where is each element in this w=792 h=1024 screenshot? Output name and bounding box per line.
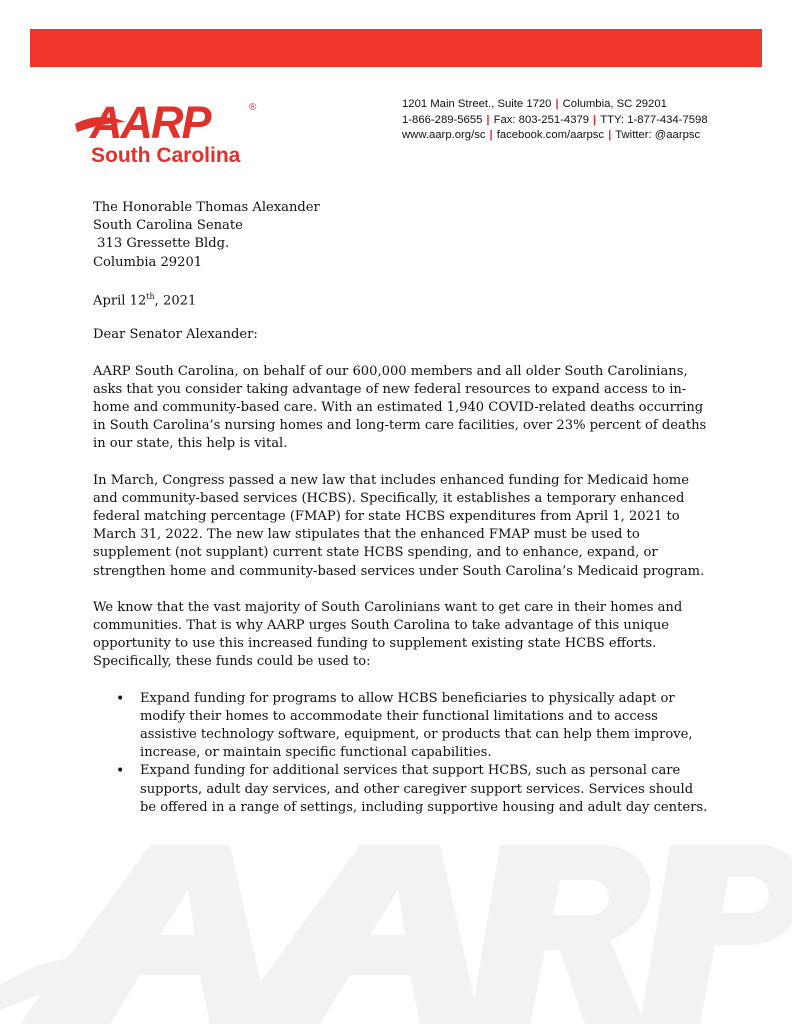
letter-date xyxy=(93,288,708,311)
logo-registered: ® xyxy=(249,102,257,113)
facebook-link[interactable]: facebook.com/aarpsc xyxy=(496,129,605,141)
city-address: Columbia, SC 29201 xyxy=(562,98,667,110)
tty-number: TTY: 1-877-434-7598 xyxy=(600,113,708,126)
recipient-city: Columbia 29201 xyxy=(93,254,203,270)
date-suffix: th xyxy=(146,291,155,301)
top-brand-bar xyxy=(30,29,762,67)
aarp-watermark xyxy=(0,835,792,1024)
recipient-organization: South Carolina Senate xyxy=(93,218,243,234)
logo-region: South Carolina xyxy=(91,144,241,167)
website-link[interactable]: www.aarp.org/sc xyxy=(402,129,486,141)
contact-line-web xyxy=(402,128,762,144)
contact-line-phones xyxy=(402,113,762,129)
list-item: • Expand funding for programs to allow HCBS beneficiaries to physically adapt or modify their homes to accommodate their functional limitations and to access assistive technology software, equipment, or products that can help them improve, increase, or maintain specific functional capabilities. xyxy=(140,690,708,763)
fax-number: Fax: 803-251-4379 xyxy=(493,113,590,126)
separator: | xyxy=(486,113,490,126)
contact-line-address xyxy=(402,97,762,113)
separator: | xyxy=(489,129,493,141)
paragraph-intro: AARP South Carolina, on behalf of our 600,000 members and all older South Carolinians, asks that you consider taking advantage of new federal resources to expand access to in-home and community-based care. With an estimated 1,940 COVID-related deaths occurring in South Carolina’s nursing homes and long-term care facilities, over 23% percent of deaths in our state, this help is vital. xyxy=(93,363,707,452)
aarp-south-carolina-logo xyxy=(73,98,273,168)
contact-info xyxy=(402,97,762,144)
street-address: 1201 Main Street., Suite 1720 xyxy=(402,98,552,110)
separator: | xyxy=(608,129,612,141)
separator: | xyxy=(593,113,597,126)
letter-body xyxy=(93,199,708,817)
recipient-name: The Honorable Thomas Alexander xyxy=(93,200,320,215)
date-year: , 2021 xyxy=(154,293,197,309)
phone-number: 1-866-289-5655 xyxy=(402,113,483,126)
salutation: Dear Senator Alexander: xyxy=(93,327,258,343)
aarp-watermark-shapes xyxy=(0,845,792,1024)
date-month: April 12 xyxy=(93,293,147,309)
paragraph-law: In March, Congress passed a new law that includes enhanced funding for Medicaid home and community-based services (HCBS). Specifically, it establishes a temporary enhanced federal matching percentage (FMAP) for state HCBS expenditures from April 1, 2021 to March 31, 2022. The new law stipulates that the enhanced FMAP must be used to supplement (not supplant) current state HCBS spending, and to enhance, expand, or strengthen home and community-based services under South Carolina’s Medicaid program. xyxy=(93,472,705,579)
logo-brand: AARP xyxy=(90,98,210,148)
paragraph-request: We know that the vast majority of South Carolinians want to get care in their homes and communities. That is why AARP urges South Carolina to take advantage of this unique opportunity to use this increased funding to supplement existing state HCBS efforts. Specifically, these funds could be used to: xyxy=(93,599,683,670)
separator: | xyxy=(555,98,559,110)
twitter-link[interactable]: Twitter: @aarpsc xyxy=(615,129,701,141)
recipient-building: 313 Gressette Bldg. xyxy=(93,236,230,252)
funding-uses-list xyxy=(93,690,708,817)
list-item: • Expand funding for additional services that support HCBS, such as personal care supports, adult day services, and other caregiver support services. Services should be offered in a range of settings, including supportive housing and adult day centers. xyxy=(140,762,708,817)
recipient-address xyxy=(93,199,708,272)
